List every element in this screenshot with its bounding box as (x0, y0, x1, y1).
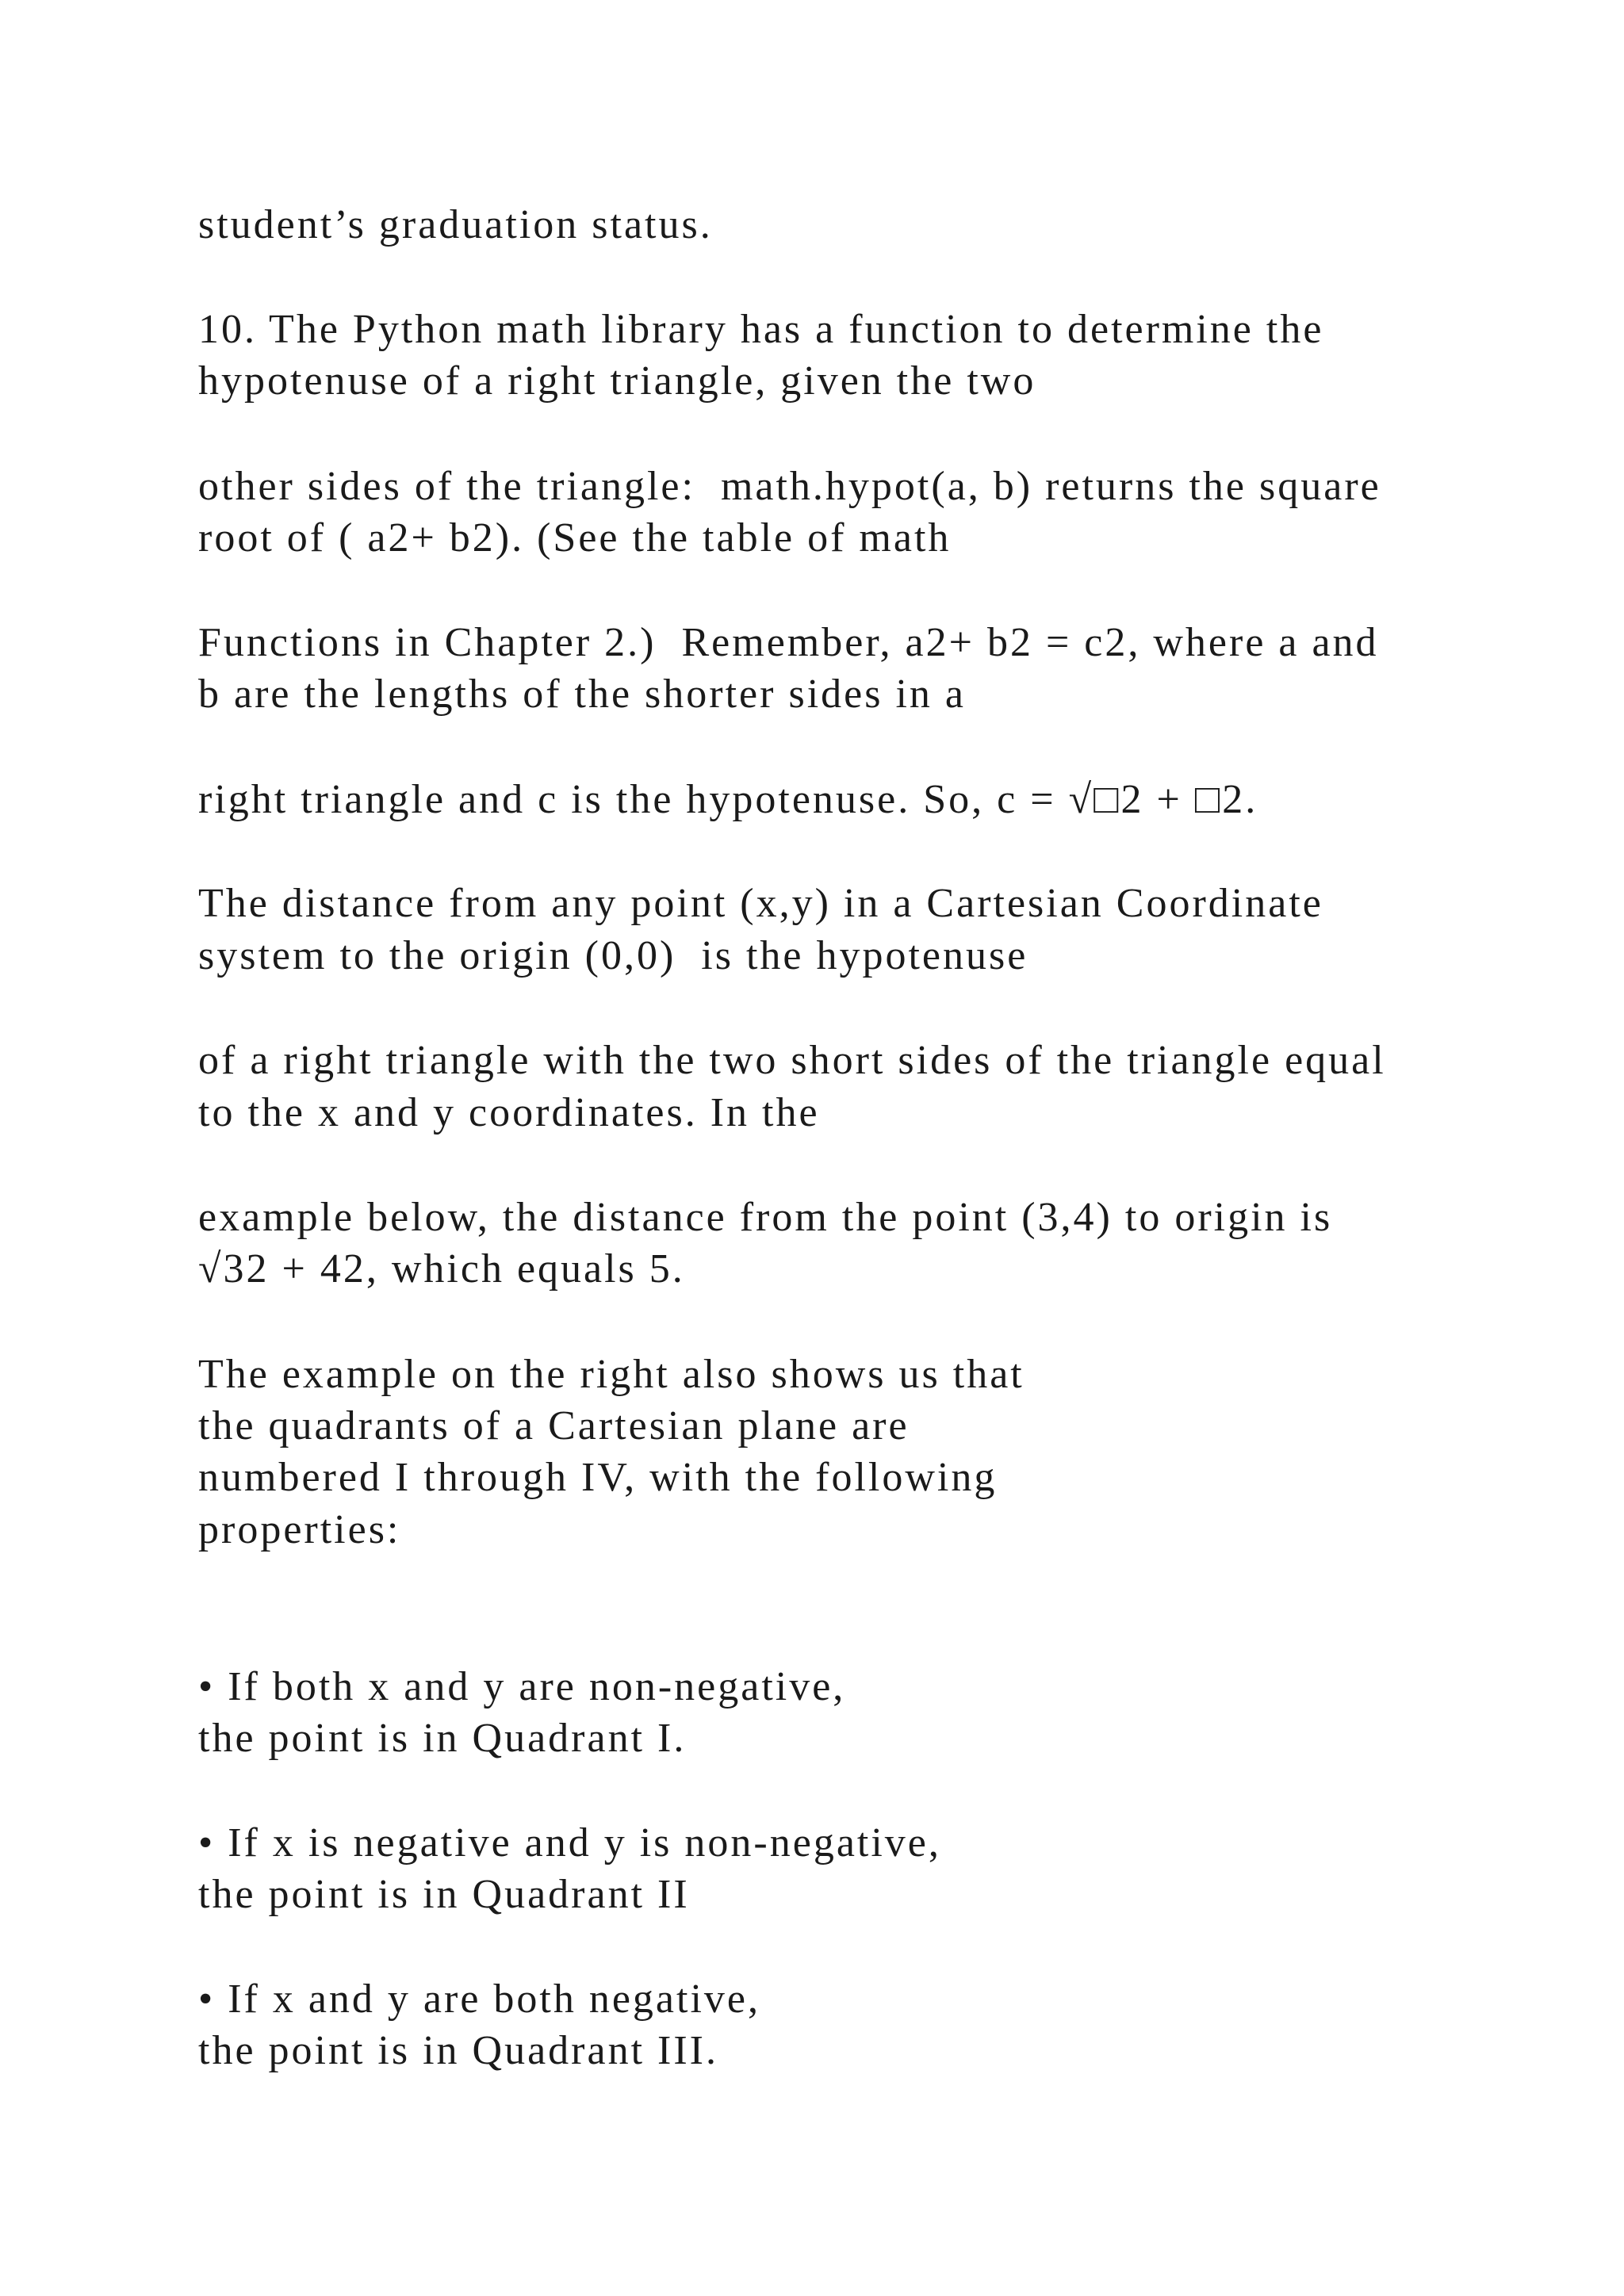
text-line: to the x and y coordinates. In the (198, 1090, 820, 1135)
text-line: hypotenuse of a right triangle, given the two (198, 358, 1036, 404)
text-line: the point is in Quadrant I. (198, 1716, 687, 1761)
bullet-item: • If x is negative and y is non-negative, (198, 1820, 941, 1866)
text-line: numbered I through IV, with the following (198, 1455, 998, 1500)
text-line: example below, the distance from the point (3,4) to origin is (198, 1195, 1333, 1240)
text-line: other sides of the triangle: math.hypot(a, b) returns the square (198, 464, 1381, 509)
text-line: of a right triangle with the two short sides of the triangle equal (198, 1038, 1386, 1083)
text-line: The example on the right also shows us that (198, 1352, 1025, 1397)
text-line: properties: (198, 1507, 401, 1552)
text-line: system to the origin (0,0) is the hypotenuse (198, 933, 1028, 978)
text-line: root of ( a2+ b2). (See the table of math (198, 515, 952, 561)
text-line: Functions in Chapter 2.) Remember, a2+ b2 = c2, where a and (198, 620, 1379, 665)
bullet-item: • If both x and y are non-negative, (198, 1664, 846, 1709)
text-line: the point is in Quadrant II (198, 1872, 690, 1917)
text-line: the quadrants of a Cartesian plane are (198, 1403, 910, 1448)
text-line: 10. The Python math library has a function to determine the (198, 307, 1324, 352)
text-line: √32 + 42, which equals 5. (198, 1246, 685, 1292)
text-line: The distance from any point (x,y) in a Cartesian Coordinate (198, 881, 1323, 926)
text-line: student’s graduation status. (198, 202, 713, 247)
text-line: right triangle and c is the hypotenuse. So, c = √□2 + □2. (198, 777, 1258, 822)
text-line: the point is in Quadrant III. (198, 2028, 718, 2073)
text-line: b are the lengths of the shorter sides in a (198, 672, 966, 717)
bullet-item: • If x and y are both negative, (198, 1976, 760, 2022)
